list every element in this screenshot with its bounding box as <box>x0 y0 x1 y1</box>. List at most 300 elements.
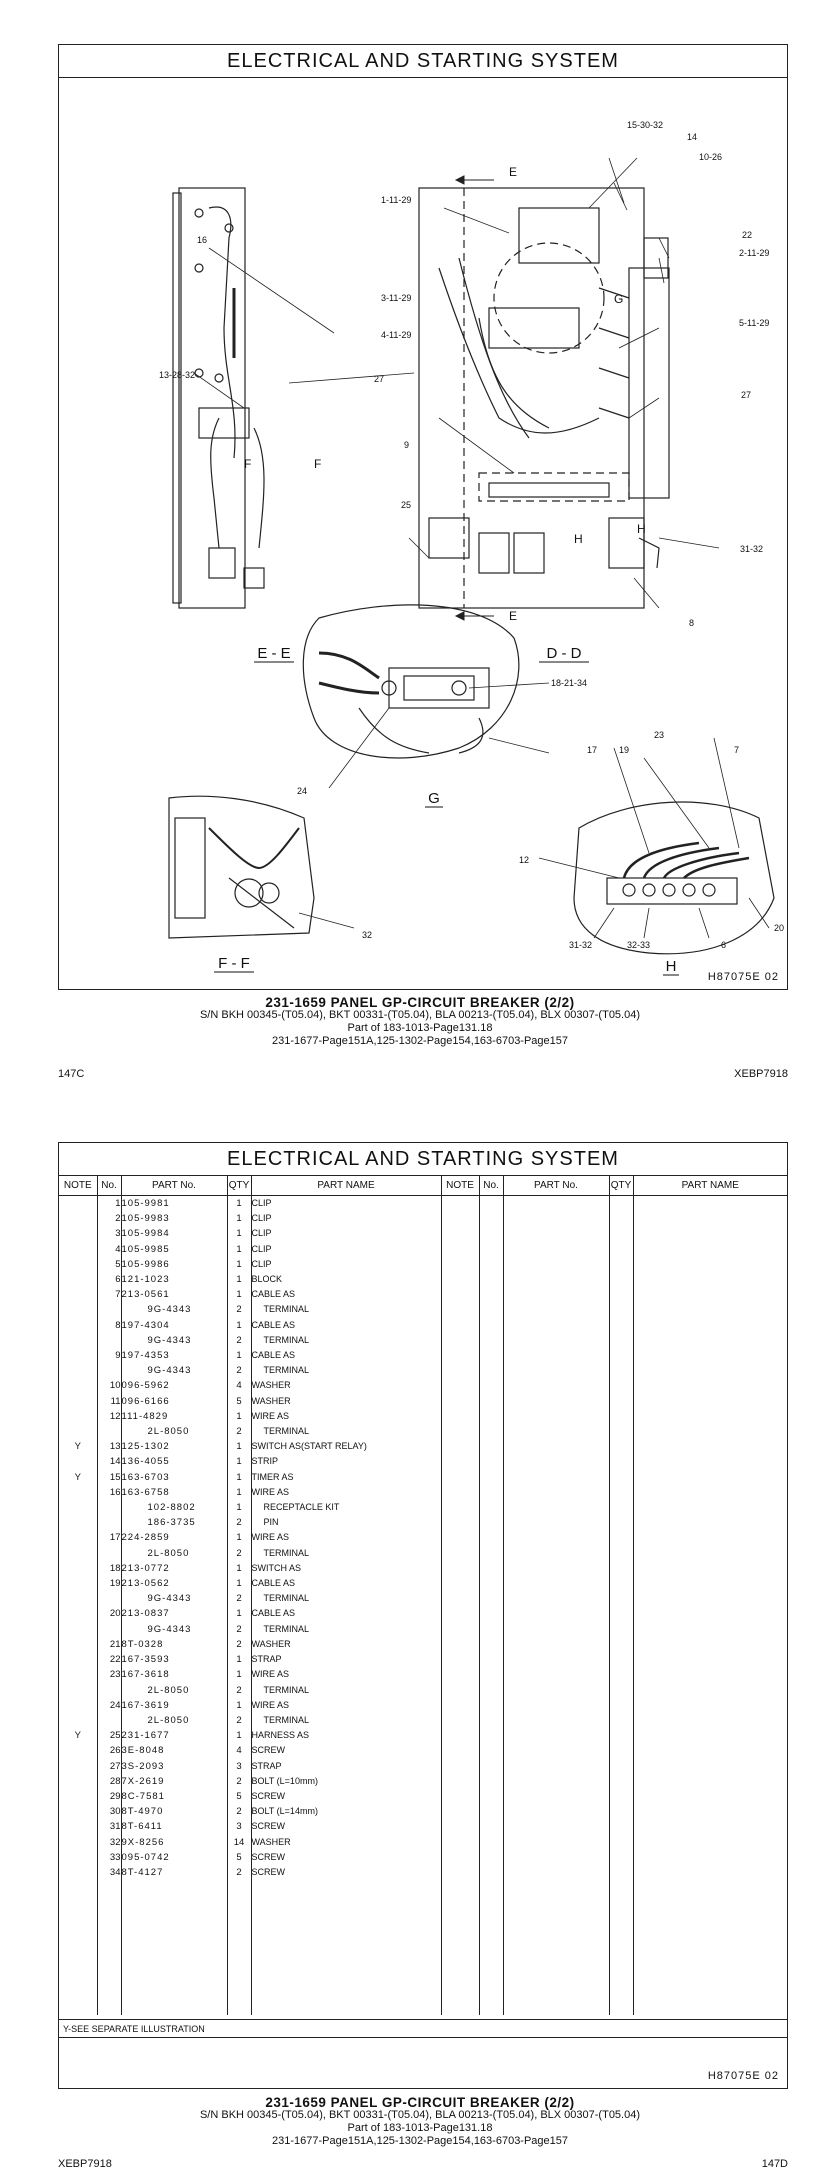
quantity-cell: 1 <box>227 1561 251 1576</box>
quantity-cell: 4 <box>227 1743 251 1758</box>
empty-cell <box>479 1637 503 1652</box>
table-row <box>59 1348 787 1363</box>
empty-cell <box>633 1652 787 1667</box>
part-number-cell: 186-3735 <box>121 1515 227 1530</box>
item-number-cell: 5 <box>97 1257 121 1272</box>
empty-cell <box>609 1637 633 1652</box>
part-name-cell: BOLT (L=10mm) <box>251 1774 441 1789</box>
callout-label: 6 <box>721 940 727 950</box>
empty-cell <box>503 1515 609 1530</box>
empty-cell <box>479 1789 503 1804</box>
empty-cell <box>479 1561 503 1576</box>
section-letter: H <box>637 522 646 536</box>
empty-cell <box>609 1287 633 1302</box>
empty-cell <box>633 1622 787 1637</box>
empty-cell <box>609 1257 633 1272</box>
empty-cell <box>441 1530 479 1545</box>
note-cell <box>59 1378 97 1393</box>
part-name-cell: WIRE AS <box>251 1530 441 1545</box>
part-number-cell: 8T-4127 <box>121 1865 227 1880</box>
view-e-e-drawing <box>173 188 264 608</box>
part-name-cell: TERMINAL <box>251 1424 441 1439</box>
col-header-note: NOTE <box>59 1175 97 1196</box>
quantity-cell: 1 <box>227 1348 251 1363</box>
empty-cell <box>633 1424 787 1439</box>
view-titles <box>218 645 676 975</box>
empty-cell <box>609 1713 633 1728</box>
col-header-part-name-2: PART NAME <box>633 1175 787 1196</box>
empty-cell <box>633 1378 787 1393</box>
part-name-cell: TERMINAL <box>251 1683 441 1698</box>
empty-cell <box>609 1211 633 1226</box>
empty-cell <box>633 1454 787 1469</box>
empty-cell <box>479 1424 503 1439</box>
empty-cell <box>441 1470 479 1485</box>
empty-cell <box>609 1530 633 1545</box>
part-name-cell: CLIP <box>251 1257 441 1272</box>
callout-label: 32 <box>362 930 373 940</box>
part-name-cell: PIN <box>251 1515 441 1530</box>
part-number-cell: 2L-8050 <box>121 1424 227 1439</box>
parts-table-body <box>59 1196 787 2016</box>
callout-label: 20 <box>774 923 785 933</box>
table-row <box>59 1287 787 1302</box>
part-name-cell: RECEPTACLE KIT <box>251 1500 441 1515</box>
table-row <box>59 1242 787 1257</box>
part-number-cell: 2L-8050 <box>121 1546 227 1561</box>
empty-cell <box>609 1196 633 1212</box>
part-name-cell: TERMINAL <box>251 1363 441 1378</box>
part-number-cell: 102-8802 <box>121 1500 227 1515</box>
item-number-cell: 26 <box>97 1743 121 1758</box>
callout-label: 12 <box>519 855 530 865</box>
note-cell <box>59 1226 97 1241</box>
empty-cell <box>479 1226 503 1241</box>
empty-cell <box>503 1530 609 1545</box>
table-row <box>59 1196 787 1212</box>
part-number-cell: 213-0837 <box>121 1606 227 1621</box>
empty-cell <box>609 1774 633 1789</box>
part-name-cell: TERMINAL <box>251 1591 441 1606</box>
table-row <box>59 1272 787 1287</box>
part-name-cell: TERMINAL <box>251 1622 441 1637</box>
table-row <box>59 1591 787 1606</box>
table-row <box>59 1226 787 1241</box>
part-name-cell: WIRE AS <box>251 1698 441 1713</box>
table-row <box>59 1211 787 1226</box>
empty-cell <box>503 1439 609 1454</box>
empty-cell <box>441 1835 479 1850</box>
item-number-cell <box>97 1333 121 1348</box>
table-row <box>59 1363 787 1378</box>
part-number-cell: 224-2859 <box>121 1530 227 1545</box>
empty-cell <box>503 1622 609 1637</box>
empty-cell <box>479 1363 503 1378</box>
doc-number-right: XEBP7918 <box>734 1068 788 1080</box>
note-cell <box>59 1394 97 1409</box>
empty-cell <box>633 1728 787 1743</box>
callout-label: 10-26 <box>699 152 723 162</box>
note-cell: Y <box>59 1470 97 1485</box>
empty-cell <box>441 1606 479 1621</box>
part-number-cell: 096-6166 <box>121 1394 227 1409</box>
empty-cell <box>609 1561 633 1576</box>
empty-cell <box>479 1257 503 1272</box>
empty-cell <box>633 1242 787 1257</box>
callout-label: 7 <box>734 745 740 755</box>
illustration-title: ELECTRICAL AND STARTING SYSTEM <box>59 45 787 78</box>
empty-cell <box>503 1652 609 1667</box>
part-name-cell: WASHER <box>251 1835 441 1850</box>
item-number-cell: 32 <box>97 1835 121 1850</box>
empty-cell <box>479 1804 503 1819</box>
part-number-cell: 121-1023 <box>121 1272 227 1287</box>
quantity-cell: 1 <box>227 1652 251 1667</box>
empty-cell <box>633 1804 787 1819</box>
part-number-cell: 8T-6411 <box>121 1819 227 1834</box>
empty-cell <box>479 1302 503 1317</box>
part-number-cell: 096-5962 <box>121 1378 227 1393</box>
empty-cell <box>479 1287 503 1302</box>
section-arrows <box>456 176 494 620</box>
note-cell <box>59 1850 97 1865</box>
part-name-cell: TERMINAL <box>251 1333 441 1348</box>
callout-label: 16 <box>197 235 208 245</box>
empty-cell <box>479 1211 503 1226</box>
empty-cell <box>633 1500 787 1515</box>
callout-label: 25 <box>401 500 412 510</box>
empty-cell <box>479 1774 503 1789</box>
bottom-caption <box>0 2096 840 2148</box>
empty-cell <box>633 1302 787 1317</box>
empty-cell <box>479 1728 503 1743</box>
part-name-cell: CABLE AS <box>251 1576 441 1591</box>
empty-cell <box>479 1622 503 1637</box>
empty-cell <box>609 1226 633 1241</box>
empty-cell <box>441 1363 479 1378</box>
empty-cell <box>609 1789 633 1804</box>
empty-cell <box>503 1196 609 1212</box>
section-letter: E <box>509 609 518 623</box>
empty-cell <box>441 1774 479 1789</box>
quantity-cell: 1 <box>227 1242 251 1257</box>
empty-cell <box>633 1667 787 1682</box>
empty-cell <box>441 1333 479 1348</box>
empty-cell <box>479 1318 503 1333</box>
section-letter: F <box>244 457 252 471</box>
empty-cell <box>609 1728 633 1743</box>
table-row <box>59 1485 787 1500</box>
quantity-cell: 1 <box>227 1530 251 1545</box>
part-name-cell: TERMINAL <box>251 1546 441 1561</box>
part-number-cell: 163-6703 <box>121 1470 227 1485</box>
empty-cell <box>479 1667 503 1682</box>
part-name-cell: HARNESS AS <box>251 1728 441 1743</box>
quantity-cell: 3 <box>227 1759 251 1774</box>
empty-cell <box>609 1546 633 1561</box>
empty-cell <box>609 1439 633 1454</box>
item-number-cell <box>97 1622 121 1637</box>
illustration-frame <box>58 44 788 990</box>
empty-cell <box>441 1454 479 1469</box>
part-number-cell: 167-3618 <box>121 1667 227 1682</box>
empty-cell <box>503 1470 609 1485</box>
empty-cell <box>441 1667 479 1682</box>
item-number-cell: 27 <box>97 1759 121 1774</box>
part-name-cell: CLIP <box>251 1226 441 1241</box>
empty-cell <box>441 1348 479 1363</box>
note-cell <box>59 1348 97 1363</box>
callout-label: 24 <box>297 786 308 796</box>
item-number-cell: 34 <box>97 1865 121 1880</box>
note-cell <box>59 1591 97 1606</box>
caption-serials-2: S/N BKH 00345-(T05.04), BKT 00331-(T05.04), BLA 00213-(T05.04), BLX 00307-(T05.04) <box>199 2109 641 2121</box>
empty-cell <box>609 1470 633 1485</box>
empty-cell <box>503 1378 609 1393</box>
table-row <box>59 1865 787 1880</box>
item-number-cell: 13 <box>97 1439 121 1454</box>
table-row <box>59 1728 787 1743</box>
empty-cell <box>441 1302 479 1317</box>
empty-cell <box>609 1272 633 1287</box>
empty-cell <box>503 1287 609 1302</box>
callout-label: 4-11-29 <box>381 330 412 340</box>
empty-cell <box>633 1637 787 1652</box>
note-cell <box>59 1318 97 1333</box>
part-name-cell: TERMINAL <box>251 1302 441 1317</box>
part-name-cell: SCREW <box>251 1819 441 1834</box>
empty-cell <box>503 1576 609 1591</box>
view-label-d-d: D - D <box>546 645 582 662</box>
view-label-e-e: E - E <box>257 645 291 662</box>
note-cell <box>59 1561 97 1576</box>
table-row <box>59 1683 787 1698</box>
quantity-cell: 1 <box>227 1409 251 1424</box>
empty-cell <box>609 1835 633 1850</box>
part-number-cell: 167-3593 <box>121 1652 227 1667</box>
callout-label: 13-28-32 <box>159 370 196 380</box>
empty-cell <box>633 1743 787 1758</box>
item-number-cell: 29 <box>97 1789 121 1804</box>
note-cell <box>59 1530 97 1545</box>
empty-cell <box>441 1485 479 1500</box>
quantity-cell: 1 <box>227 1439 251 1454</box>
part-number-cell: 9G-4343 <box>121 1302 227 1317</box>
empty-cell <box>441 1804 479 1819</box>
quantity-cell: 4 <box>227 1378 251 1393</box>
part-name-cell: SCREW <box>251 1789 441 1804</box>
quantity-cell: 1 <box>227 1667 251 1682</box>
empty-cell <box>609 1333 633 1348</box>
parts-table <box>59 1175 787 2015</box>
empty-cell <box>479 1515 503 1530</box>
empty-cell <box>59 1880 97 2015</box>
quantity-cell: 2 <box>227 1302 251 1317</box>
view-g-drawing <box>303 605 519 758</box>
empty-cell <box>479 1242 503 1257</box>
part-name-cell: CABLE AS <box>251 1348 441 1363</box>
quantity-cell: 1 <box>227 1226 251 1241</box>
item-number-cell: 15 <box>97 1470 121 1485</box>
parts-illustration-id: H87075E 02 <box>707 2070 779 2082</box>
empty-cell <box>503 1546 609 1561</box>
empty-cell <box>441 1226 479 1241</box>
item-number-cell: 2 <box>97 1211 121 1226</box>
empty-cell <box>609 1348 633 1363</box>
view-title-underlines <box>214 662 679 975</box>
item-number-cell: 8 <box>97 1318 121 1333</box>
empty-cell <box>441 1500 479 1515</box>
empty-cell <box>97 1880 121 2015</box>
empty-cell <box>441 1257 479 1272</box>
quantity-cell: 2 <box>227 1865 251 1880</box>
note-cell <box>59 1363 97 1378</box>
part-number-cell: 8C-7581 <box>121 1789 227 1804</box>
empty-cell <box>227 1880 251 2015</box>
table-row <box>59 1804 787 1819</box>
item-number-cell: 14 <box>97 1454 121 1469</box>
quantity-cell: 2 <box>227 1591 251 1606</box>
callout-leaders <box>194 158 769 938</box>
part-name-cell: SWITCH AS(START RELAY) <box>251 1439 441 1454</box>
col-header-no-2: No. <box>479 1175 503 1196</box>
illustration-id: H87075E 02 <box>707 971 779 983</box>
quantity-cell: 1 <box>227 1318 251 1333</box>
empty-cell <box>633 1576 787 1591</box>
quantity-cell: 2 <box>227 1363 251 1378</box>
empty-cell <box>609 1454 633 1469</box>
note-cell <box>59 1759 97 1774</box>
empty-cell <box>441 1196 479 1212</box>
part-name-cell: WASHER <box>251 1637 441 1652</box>
section-letter: E <box>509 165 518 179</box>
empty-cell <box>609 1576 633 1591</box>
col-header-qty-2: QTY <box>609 1175 633 1196</box>
note-cell: Y <box>59 1728 97 1743</box>
empty-cell <box>633 1530 787 1545</box>
part-number-cell: 9G-4343 <box>121 1591 227 1606</box>
empty-cell <box>609 1394 633 1409</box>
exploded-diagram <box>59 78 786 988</box>
empty-cell <box>633 1606 787 1621</box>
part-name-cell: TIMER AS <box>251 1470 441 1485</box>
table-row <box>59 1622 787 1637</box>
page-number-right: 147D <box>761 2158 788 2170</box>
note-cell <box>59 1333 97 1348</box>
caption-serials: S/N BKH 00345-(T05.04), BKT 00331-(T05.04), BLA 00213-(T05.04), BLX 00307-(T05.04) <box>199 1009 641 1021</box>
col-header-qty: QTY <box>227 1175 251 1196</box>
quantity-cell: 1 <box>227 1470 251 1485</box>
callout-label: 18-21-34 <box>551 678 588 688</box>
note-cell <box>59 1774 97 1789</box>
quantity-cell: 2 <box>227 1637 251 1652</box>
empty-cell <box>479 1835 503 1850</box>
empty-cell <box>633 1211 787 1226</box>
note-cell <box>59 1667 97 1682</box>
empty-cell <box>479 1652 503 1667</box>
empty-cell <box>633 1759 787 1774</box>
table-row <box>59 1789 787 1804</box>
empty-cell <box>609 1409 633 1424</box>
item-number-cell: 23 <box>97 1667 121 1682</box>
col-header-part-no-2: PART No. <box>503 1175 609 1196</box>
empty-cell <box>609 1622 633 1637</box>
part-name-cell: TERMINAL <box>251 1713 441 1728</box>
empty-cell <box>633 1591 787 1606</box>
view-d-d-drawing <box>419 188 669 608</box>
quantity-cell: 5 <box>227 1394 251 1409</box>
callout-label: 1-11-29 <box>381 195 412 205</box>
item-number-cell: 4 <box>97 1242 121 1257</box>
quantity-cell: 2 <box>227 1515 251 1530</box>
part-number-cell: 2L-8050 <box>121 1683 227 1698</box>
part-number-cell: 3S-2093 <box>121 1759 227 1774</box>
caption-part-of: Part of 183-1013-Page131.18 <box>347 1022 493 1034</box>
part-number-cell: 111-4829 <box>121 1409 227 1424</box>
quantity-cell: 2 <box>227 1683 251 1698</box>
part-name-cell: SWITCH AS <box>251 1561 441 1576</box>
empty-cell <box>441 1272 479 1287</box>
empty-cell <box>633 1865 787 1880</box>
view-label-f-f: F - F <box>218 955 250 972</box>
item-number-cell: 7 <box>97 1287 121 1302</box>
filler-row <box>59 1880 787 2015</box>
empty-cell <box>503 1804 609 1819</box>
empty-cell <box>633 1272 787 1287</box>
note-cell <box>59 1683 97 1698</box>
item-number-cell: 24 <box>97 1698 121 1713</box>
empty-cell <box>633 1835 787 1850</box>
empty-cell <box>609 1424 633 1439</box>
empty-cell <box>609 1865 633 1880</box>
empty-cell <box>503 1713 609 1728</box>
empty-cell <box>441 1865 479 1880</box>
empty-cell <box>479 1865 503 1880</box>
callout-label: 5-11-29 <box>739 318 770 328</box>
empty-cell <box>479 1683 503 1698</box>
part-name-cell: SCREW <box>251 1850 441 1865</box>
empty-cell <box>609 1515 633 1530</box>
empty-cell <box>441 1576 479 1591</box>
empty-cell <box>503 1667 609 1682</box>
empty-cell <box>609 1743 633 1758</box>
part-number-cell: 3E-8048 <box>121 1743 227 1758</box>
empty-cell <box>441 1819 479 1834</box>
caption-refs-2: 231-1677-Page151A,125-1302-Page154,163-6703-Page157 <box>271 2135 569 2147</box>
col-header-part-name: PART NAME <box>251 1175 441 1196</box>
empty-cell <box>121 1880 227 2015</box>
note-cell <box>59 1211 97 1226</box>
empty-cell <box>609 1698 633 1713</box>
empty-cell <box>479 1454 503 1469</box>
note-cell <box>59 1622 97 1637</box>
empty-cell <box>441 1515 479 1530</box>
quantity-cell: 1 <box>227 1485 251 1500</box>
empty-cell <box>633 1287 787 1302</box>
empty-cell <box>441 1242 479 1257</box>
note-cell <box>59 1287 97 1302</box>
part-number-cell: 197-4304 <box>121 1318 227 1333</box>
empty-cell <box>633 1470 787 1485</box>
part-number-cell: 105-9984 <box>121 1226 227 1241</box>
empty-cell <box>503 1698 609 1713</box>
empty-cell <box>609 1652 633 1667</box>
empty-cell <box>633 1561 787 1576</box>
table-row <box>59 1576 787 1591</box>
empty-cell <box>479 1196 503 1212</box>
table-row <box>59 1850 787 1865</box>
note-cell <box>59 1804 97 1819</box>
